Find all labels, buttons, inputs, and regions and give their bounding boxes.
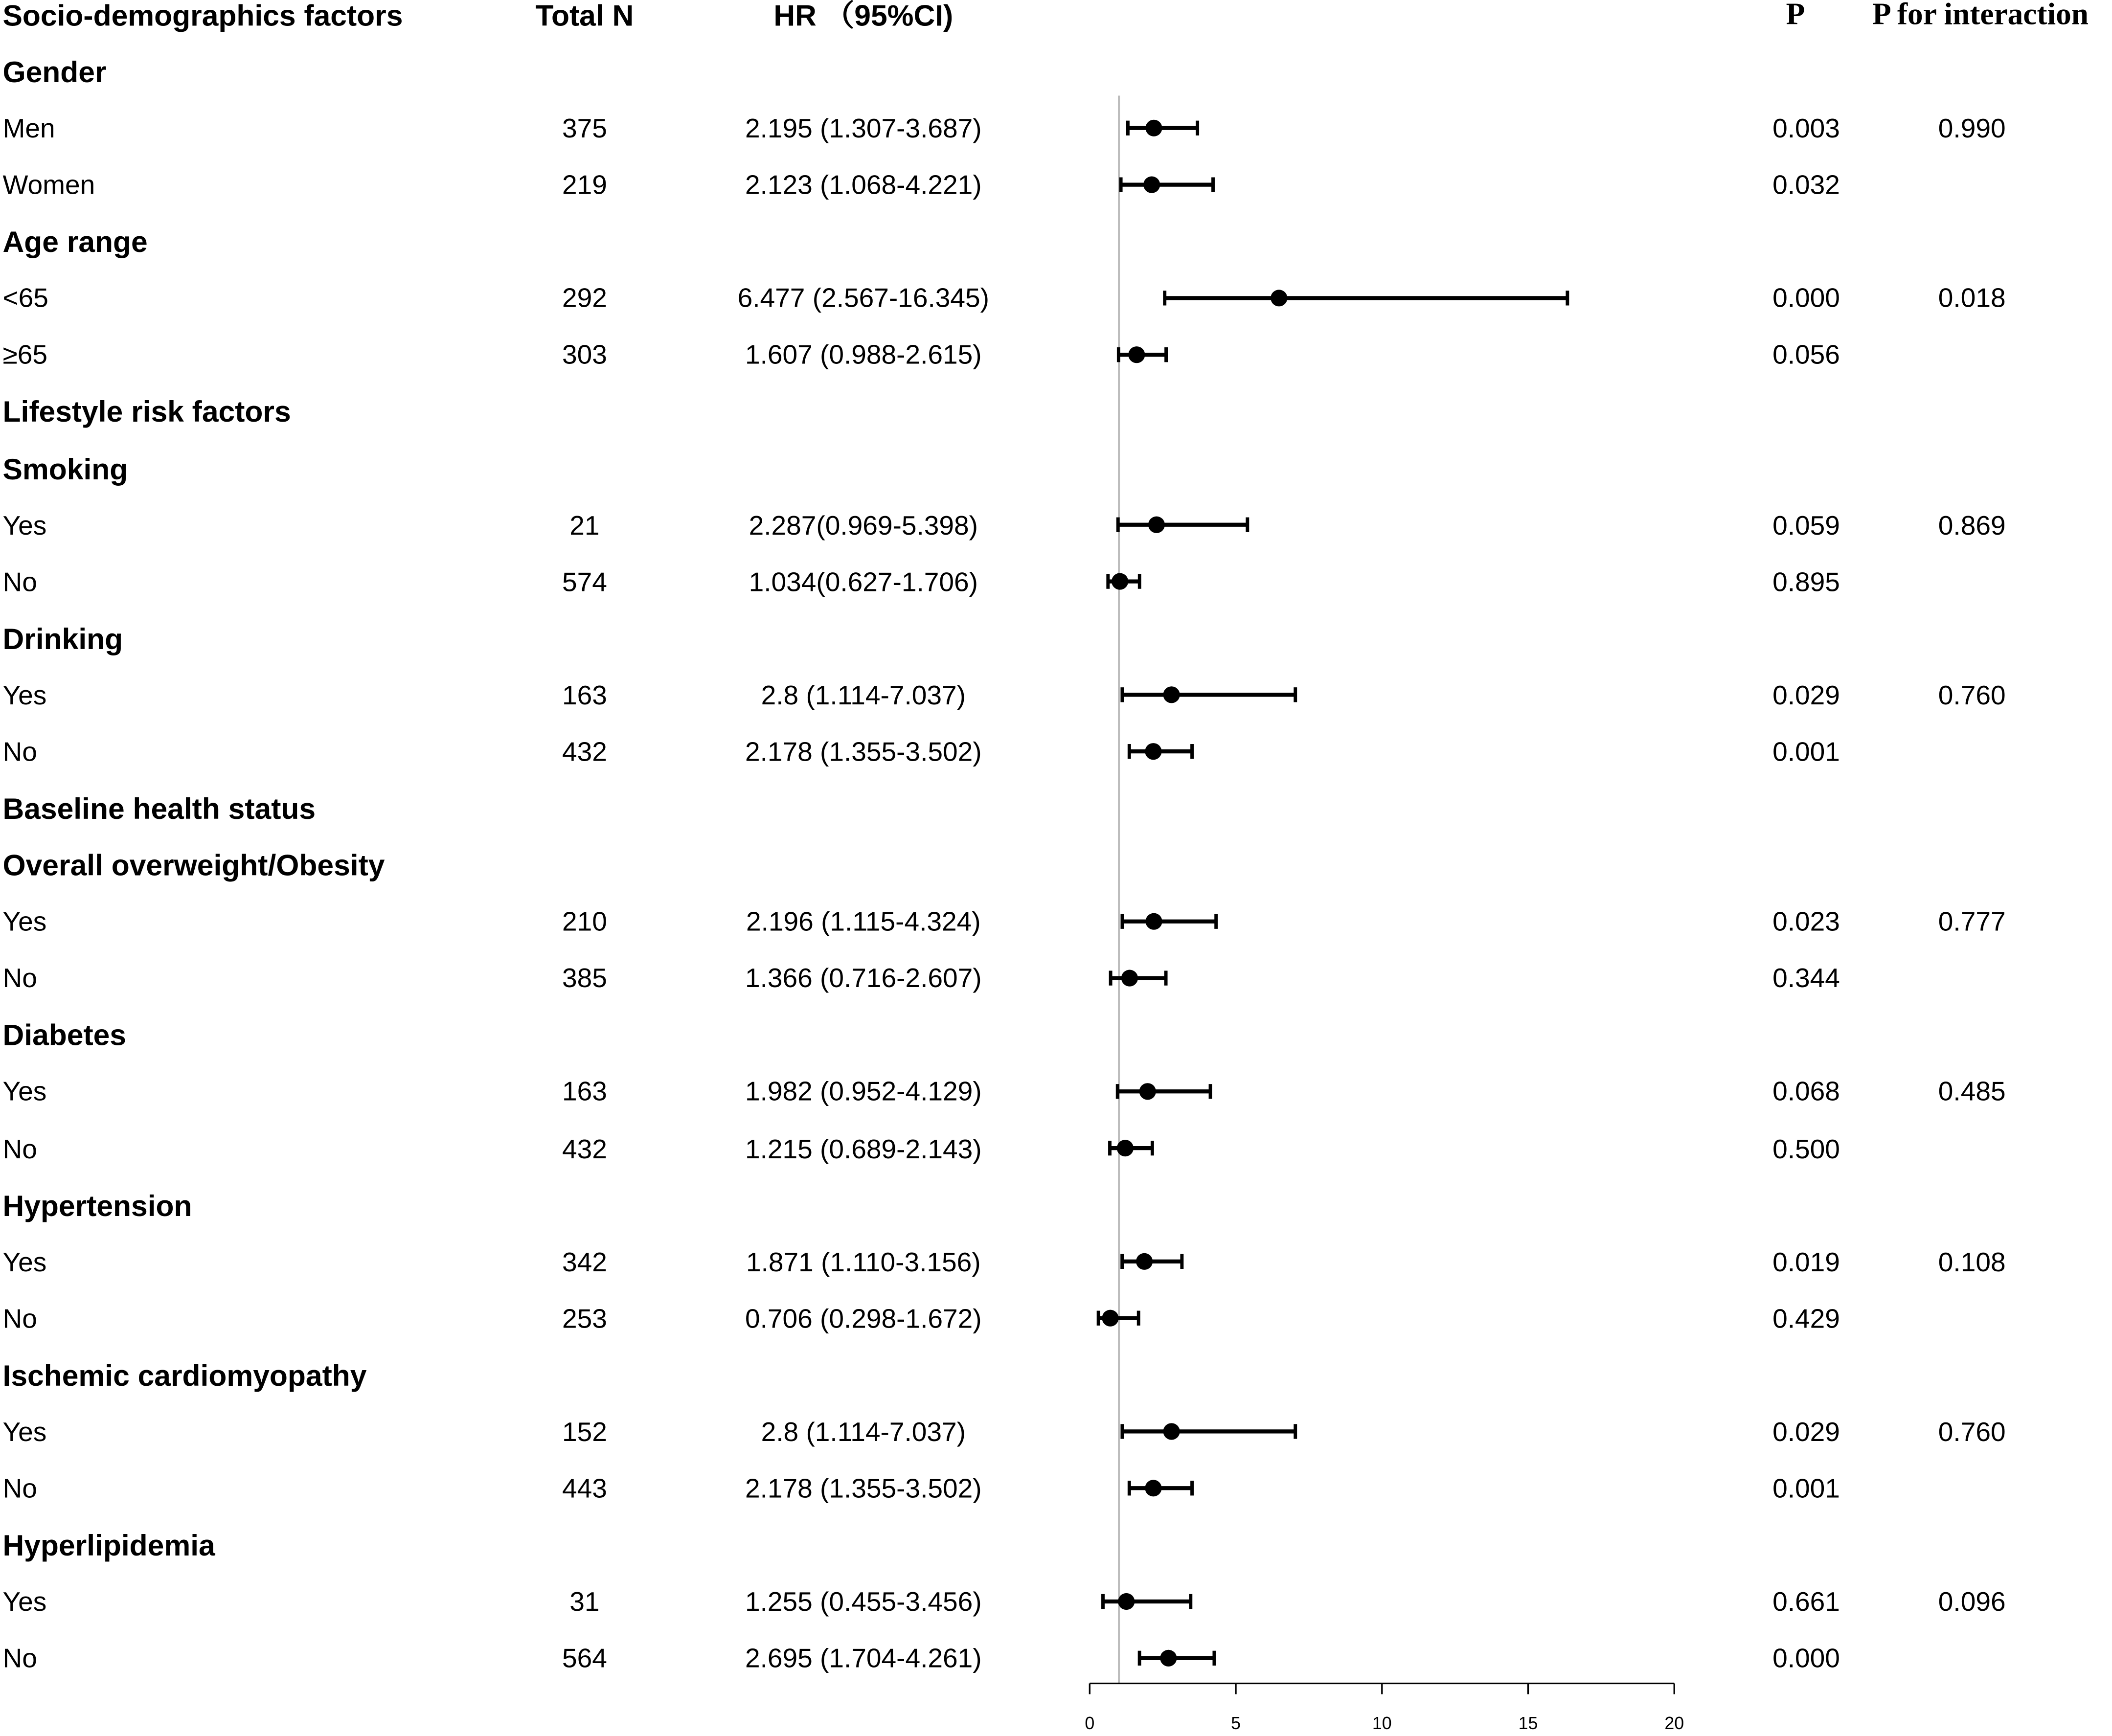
p-value-cell: 0.344 (1772, 965, 1840, 994)
total-n-cell: 152 (562, 1418, 607, 1448)
section-label: Drinking (2, 622, 123, 656)
row-label: <65 (2, 284, 48, 315)
hr-ci-cell: 0.706 (0.298-1.672) (745, 1305, 982, 1334)
hr-point (1117, 1140, 1134, 1156)
header-hr: HR （95%CI) (773, 0, 954, 33)
total-n-cell: 385 (562, 965, 607, 994)
total-n-cell: 163 (562, 681, 607, 711)
row-label: No (2, 1305, 37, 1334)
p-value-cell: 0.001 (1772, 738, 1840, 768)
hr-point (1139, 1083, 1156, 1100)
row-label: Yes (2, 1248, 47, 1278)
hr-ci-cell: 6.477 (2.567-16.345) (737, 284, 989, 315)
total-n-cell: 292 (562, 284, 607, 315)
p-value-cell: 0.429 (1772, 1305, 1840, 1334)
total-n-cell: 163 (562, 1078, 607, 1108)
hr-point (1128, 346, 1145, 363)
total-n-cell: 21 (569, 511, 600, 541)
hr-ci-cell: 2.123 (1.068-4.221) (745, 171, 982, 201)
row-label: ≥65 (2, 341, 48, 371)
row-label: No (2, 965, 37, 994)
total-n-cell: 432 (562, 1134, 607, 1165)
header-p: P (1786, 0, 1805, 31)
hr-ci-cell: 2.8 (1.114-7.037) (761, 1418, 966, 1448)
row-label: Yes (2, 681, 47, 711)
header-factor: Socio-demographics factors (2, 0, 403, 33)
hr-point (1121, 970, 1138, 987)
section-label: Overall overweight/Obesity (2, 848, 385, 882)
total-n-cell: 564 (562, 1645, 607, 1674)
total-n-cell: 375 (562, 114, 607, 144)
row-label: Yes (2, 1078, 47, 1108)
hr-ci-cell: 2.178 (1.355-3.502) (745, 738, 982, 768)
hr-ci-cell: 1.871 (1.110-3.156) (746, 1248, 981, 1278)
hr-point (1143, 177, 1160, 193)
p-value-cell: 0.000 (1772, 284, 1840, 315)
p-interaction-cell: 0.869 (1938, 511, 2006, 541)
hr-ci-cell: 2.178 (1.355-3.502) (745, 1474, 982, 1505)
hr-ci-cell: 2.287(0.969-5.398) (749, 511, 978, 541)
hr-ci-cell: 1.034(0.627-1.706) (749, 568, 978, 598)
total-n-cell: 432 (562, 738, 607, 768)
total-n-cell: 31 (569, 1588, 600, 1618)
hr-point (1145, 1480, 1161, 1496)
p-interaction-cell: 0.777 (1938, 908, 2006, 938)
p-interaction-cell: 0.485 (1938, 1078, 2006, 1108)
x-tick-label: 0 (1085, 1713, 1095, 1734)
row-label: Men (2, 114, 55, 144)
header-total-n: Total N (535, 0, 634, 33)
p-value-cell: 0.000 (1772, 1645, 1840, 1674)
p-value-cell: 0.019 (1772, 1248, 1840, 1278)
p-interaction-cell: 0.108 (1938, 1248, 2006, 1278)
hr-point (1148, 517, 1165, 533)
section-label: Hyperlipidemia (2, 1529, 215, 1562)
p-value-cell: 0.500 (1772, 1134, 1840, 1165)
hr-point (1102, 1310, 1118, 1327)
hr-ci-cell: 2.195 (1.307-3.687) (745, 114, 982, 144)
row-label: Women (2, 171, 95, 201)
p-value-cell: 0.029 (1772, 681, 1840, 711)
x-tick-label: 20 (1664, 1713, 1684, 1734)
p-interaction-cell: 0.760 (1938, 681, 2006, 711)
row-label: No (2, 1474, 37, 1505)
p-value-cell: 0.003 (1772, 114, 1840, 144)
row-label: No (2, 1645, 37, 1674)
total-n-cell: 574 (562, 568, 607, 598)
total-n-cell: 303 (562, 341, 607, 371)
x-tick-label: 10 (1372, 1713, 1392, 1734)
row-label: No (2, 738, 37, 768)
hr-point (1112, 573, 1128, 590)
p-value-cell: 0.895 (1772, 568, 1840, 598)
hr-ci-cell: 2.196 (1.115-4.324) (746, 908, 981, 938)
hr-point (1271, 290, 1287, 306)
p-value-cell: 0.056 (1772, 341, 1840, 371)
p-interaction-cell: 0.096 (1938, 1588, 2006, 1618)
hr-point (1118, 1593, 1135, 1610)
hr-ci-cell: 2.8 (1.114-7.037) (761, 681, 966, 711)
p-value-cell: 0.059 (1772, 511, 1840, 541)
row-label: Yes (2, 908, 47, 938)
p-value-cell: 0.023 (1772, 908, 1840, 938)
p-value-cell: 0.029 (1772, 1418, 1840, 1448)
x-tick-label: 15 (1518, 1713, 1538, 1734)
section-label: Age range (2, 225, 148, 259)
row-label: No (2, 568, 37, 598)
hr-ci-cell: 1.215 (0.689-2.143) (745, 1134, 982, 1165)
hr-point (1145, 743, 1161, 760)
row-label: Yes (2, 1418, 47, 1448)
section-label: Ischemic cardiomyopathy (2, 1358, 367, 1393)
section-label: Hypertension (2, 1188, 192, 1222)
total-n-cell: 443 (562, 1474, 607, 1505)
p-interaction-cell: 0.760 (1938, 1418, 2006, 1448)
hr-point (1145, 120, 1162, 136)
hr-ci-cell: 1.366 (0.716-2.607) (745, 965, 982, 994)
section-label: Gender (2, 55, 107, 89)
hr-ci-cell: 1.982 (0.952-4.129) (745, 1078, 982, 1108)
hr-point (1163, 686, 1180, 703)
p-interaction-cell: 0.018 (1938, 284, 2006, 315)
p-value-cell: 0.661 (1772, 1588, 1840, 1618)
hr-ci-cell: 1.607 (0.988-2.615) (745, 341, 982, 371)
p-value-cell: 0.032 (1772, 171, 1840, 201)
hr-ci-cell: 1.255 (0.455-3.456) (745, 1588, 982, 1618)
p-value-cell: 0.001 (1772, 1474, 1840, 1505)
total-n-cell: 219 (562, 171, 607, 201)
section-label: Lifestyle risk factors (2, 395, 291, 429)
total-n-cell: 342 (562, 1248, 607, 1278)
section-label: Smoking (2, 451, 128, 486)
row-label: Yes (2, 1588, 47, 1618)
hr-point (1136, 1253, 1153, 1270)
p-interaction-cell: 0.990 (1938, 114, 2006, 144)
hr-ci-cell: 2.695 (1.704-4.261) (745, 1645, 982, 1674)
hr-point (1145, 913, 1162, 930)
x-tick-label: 5 (1231, 1713, 1241, 1734)
row-label: No (2, 1134, 37, 1165)
hr-point (1163, 1423, 1180, 1440)
hr-point (1160, 1650, 1177, 1667)
header-p-interaction: P for interaction (1872, 0, 2089, 31)
p-value-cell: 0.068 (1772, 1078, 1840, 1108)
total-n-cell: 253 (562, 1305, 607, 1334)
section-label: Baseline health status (2, 791, 316, 826)
section-label: Diabetes (2, 1018, 127, 1053)
row-label: Yes (2, 511, 47, 541)
total-n-cell: 210 (562, 908, 607, 938)
